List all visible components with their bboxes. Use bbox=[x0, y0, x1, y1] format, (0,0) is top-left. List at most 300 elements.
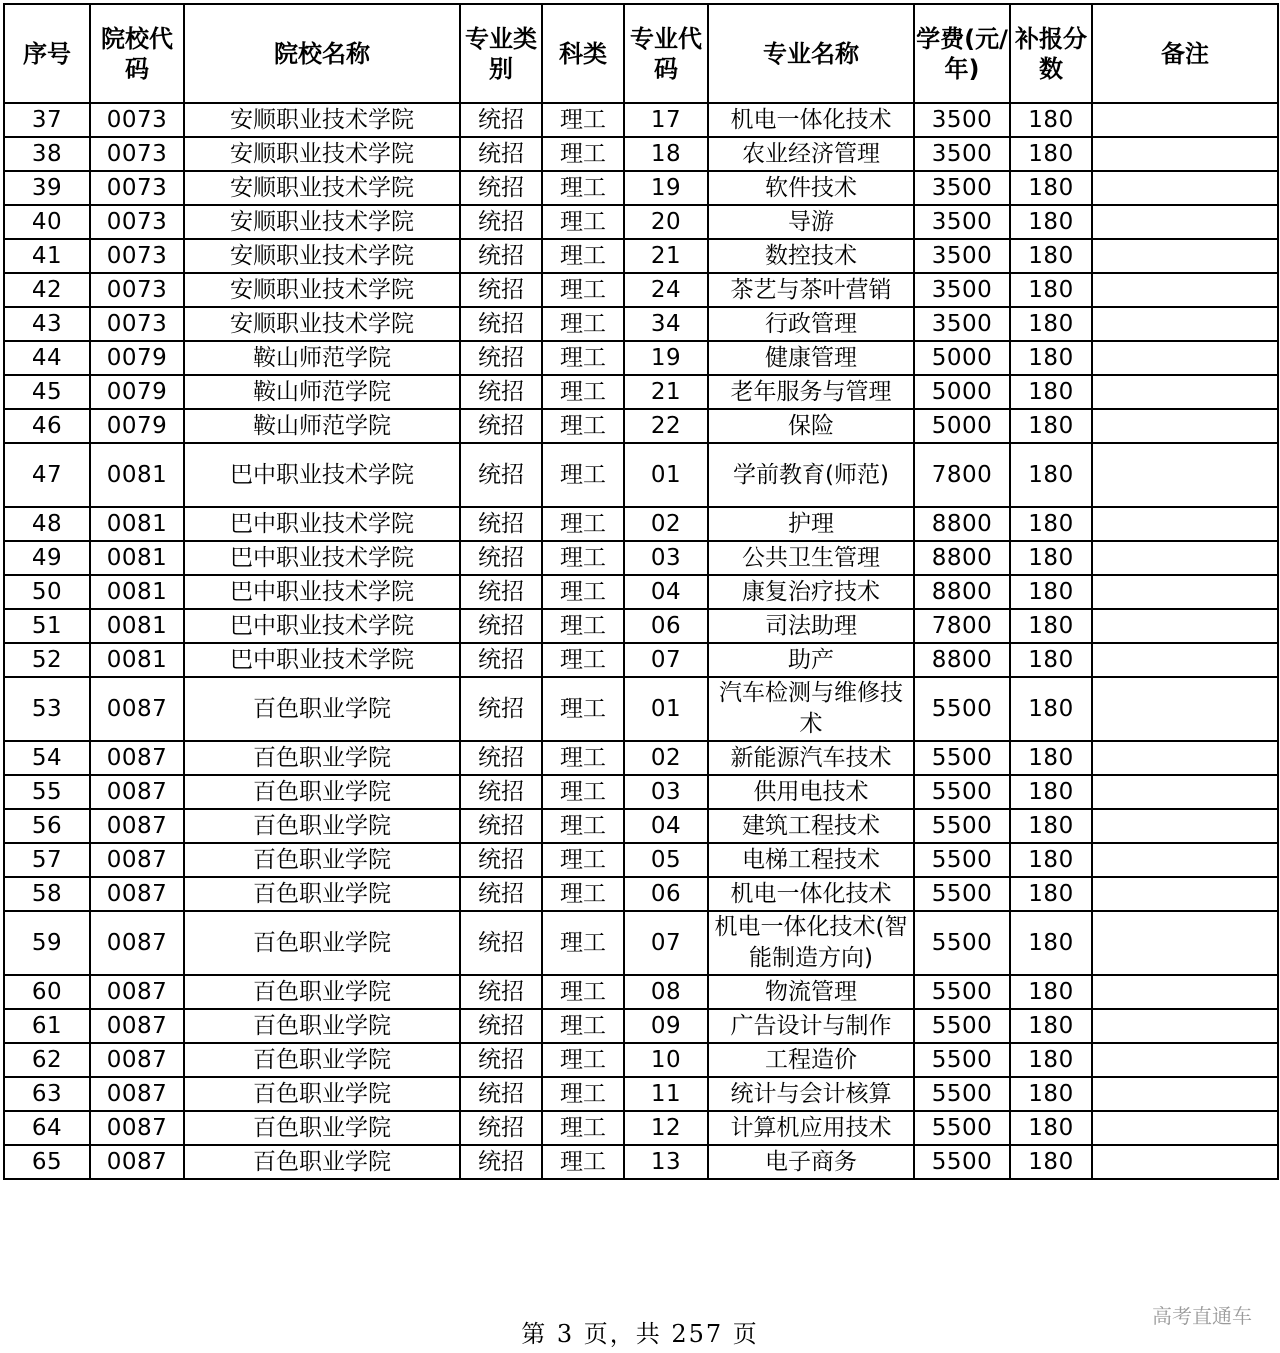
cell-subject: 理工 bbox=[542, 775, 624, 809]
cell-remark bbox=[1092, 307, 1278, 341]
cell-school-code: 0081 bbox=[90, 575, 184, 609]
cell-school-code: 0087 bbox=[90, 843, 184, 877]
cell-score: 180 bbox=[1010, 1043, 1092, 1077]
cell-remark bbox=[1092, 1145, 1278, 1179]
cell-major-type: 统招 bbox=[460, 103, 542, 137]
table-row bbox=[4, 103, 1278, 137]
cell-seq: 61 bbox=[4, 1009, 90, 1043]
cell-major-code: 02 bbox=[624, 741, 708, 775]
cell-score: 180 bbox=[1010, 1077, 1092, 1111]
cell-major-name: 学前教育(师范) bbox=[708, 443, 914, 507]
cell-remark bbox=[1092, 1111, 1278, 1145]
cell-school-code: 0087 bbox=[90, 677, 184, 741]
cell-remark bbox=[1092, 775, 1278, 809]
cell-school-name: 百色职业学院 bbox=[184, 741, 460, 775]
table-body bbox=[4, 103, 1278, 1179]
cell-tuition: 5500 bbox=[914, 775, 1010, 809]
cell-major-name: 新能源汽车技术 bbox=[708, 741, 914, 775]
cell-major-name: 软件技术 bbox=[708, 171, 914, 205]
table-row bbox=[4, 1009, 1278, 1043]
cell-major-type: 统招 bbox=[460, 409, 542, 443]
cell-major-code: 24 bbox=[624, 273, 708, 307]
cell-subject: 理工 bbox=[542, 375, 624, 409]
cell-school-name: 百色职业学院 bbox=[184, 1077, 460, 1111]
cell-major-type: 统招 bbox=[460, 1043, 542, 1077]
cell-major-code: 10 bbox=[624, 1043, 708, 1077]
table-row bbox=[4, 375, 1278, 409]
cell-seq: 49 bbox=[4, 541, 90, 575]
cell-remark bbox=[1092, 171, 1278, 205]
cell-remark bbox=[1092, 575, 1278, 609]
cell-major-name: 老年服务与管理 bbox=[708, 375, 914, 409]
cell-major-type: 统招 bbox=[460, 307, 542, 341]
cell-major-type: 统招 bbox=[460, 341, 542, 375]
cell-subject: 理工 bbox=[542, 103, 624, 137]
cell-remark bbox=[1092, 103, 1278, 137]
header-school-name: 院校名称 bbox=[184, 4, 460, 103]
cell-seq: 52 bbox=[4, 643, 90, 677]
page-number: 第 3 页，共 257 页 bbox=[521, 1320, 759, 1348]
cell-major-type: 统招 bbox=[460, 809, 542, 843]
table-row bbox=[4, 609, 1278, 643]
cell-seq: 63 bbox=[4, 1077, 90, 1111]
cell-school-code: 0087 bbox=[90, 1043, 184, 1077]
cell-major-name: 工程造价 bbox=[708, 1043, 914, 1077]
cell-remark bbox=[1092, 239, 1278, 273]
cell-major-name: 健康管理 bbox=[708, 341, 914, 375]
cell-major-code: 07 bbox=[624, 911, 708, 975]
cell-major-type: 统招 bbox=[460, 273, 542, 307]
cell-remark bbox=[1092, 375, 1278, 409]
cell-subject: 理工 bbox=[542, 171, 624, 205]
cell-major-name: 统计与会计核算 bbox=[708, 1077, 914, 1111]
cell-subject: 理工 bbox=[542, 609, 624, 643]
cell-subject: 理工 bbox=[542, 1043, 624, 1077]
cell-subject: 理工 bbox=[542, 307, 624, 341]
cell-school-name: 安顺职业技术学院 bbox=[184, 103, 460, 137]
cell-school-code: 0073 bbox=[90, 239, 184, 273]
cell-school-code: 0087 bbox=[90, 741, 184, 775]
table-row bbox=[4, 507, 1278, 541]
cell-score: 180 bbox=[1010, 171, 1092, 205]
cell-seq: 65 bbox=[4, 1145, 90, 1179]
cell-seq: 47 bbox=[4, 443, 90, 507]
cell-major-type: 统招 bbox=[460, 843, 542, 877]
cell-school-code: 0073 bbox=[90, 273, 184, 307]
cell-school-code: 0087 bbox=[90, 1111, 184, 1145]
cell-remark bbox=[1092, 541, 1278, 575]
table-row bbox=[4, 1145, 1278, 1179]
cell-subject: 理工 bbox=[542, 239, 624, 273]
cell-major-name: 数控技术 bbox=[708, 239, 914, 273]
cell-school-name: 巴中职业技术学院 bbox=[184, 541, 460, 575]
cell-tuition: 3500 bbox=[914, 137, 1010, 171]
cell-remark bbox=[1092, 443, 1278, 507]
table-row bbox=[4, 409, 1278, 443]
cell-major-code: 05 bbox=[624, 843, 708, 877]
cell-major-name: 导游 bbox=[708, 205, 914, 239]
table-row bbox=[4, 205, 1278, 239]
cell-remark bbox=[1092, 843, 1278, 877]
cell-school-name: 安顺职业技术学院 bbox=[184, 171, 460, 205]
cell-major-code: 22 bbox=[624, 409, 708, 443]
cell-major-code: 19 bbox=[624, 341, 708, 375]
cell-tuition: 5000 bbox=[914, 409, 1010, 443]
cell-major-type: 统招 bbox=[460, 205, 542, 239]
cell-major-name: 机电一体化技术(智能制造方向) bbox=[708, 911, 914, 975]
cell-major-type: 统招 bbox=[460, 137, 542, 171]
header-major-type: 专业类别 bbox=[460, 4, 542, 103]
cell-major-code: 01 bbox=[624, 677, 708, 741]
cell-major-name: 计算机应用技术 bbox=[708, 1111, 914, 1145]
cell-major-code: 03 bbox=[624, 541, 708, 575]
cell-remark bbox=[1092, 975, 1278, 1009]
cell-seq: 48 bbox=[4, 507, 90, 541]
cell-subject: 理工 bbox=[542, 877, 624, 911]
cell-seq: 42 bbox=[4, 273, 90, 307]
cell-remark bbox=[1092, 677, 1278, 741]
cell-score: 180 bbox=[1010, 1009, 1092, 1043]
cell-score: 180 bbox=[1010, 609, 1092, 643]
cell-seq: 53 bbox=[4, 677, 90, 741]
cell-school-name: 鞍山师范学院 bbox=[184, 375, 460, 409]
cell-major-code: 21 bbox=[624, 375, 708, 409]
cell-score: 180 bbox=[1010, 273, 1092, 307]
header-major-name: 专业名称 bbox=[708, 4, 914, 103]
cell-tuition: 8800 bbox=[914, 575, 1010, 609]
cell-tuition: 8800 bbox=[914, 507, 1010, 541]
cell-remark bbox=[1092, 1009, 1278, 1043]
cell-seq: 43 bbox=[4, 307, 90, 341]
cell-remark bbox=[1092, 911, 1278, 975]
table-row bbox=[4, 307, 1278, 341]
cell-tuition: 5500 bbox=[914, 1145, 1010, 1179]
cell-school-code: 0073 bbox=[90, 307, 184, 341]
cell-seq: 56 bbox=[4, 809, 90, 843]
cell-school-code: 0087 bbox=[90, 1145, 184, 1179]
cell-seq: 44 bbox=[4, 341, 90, 375]
cell-score: 180 bbox=[1010, 307, 1092, 341]
cell-seq: 62 bbox=[4, 1043, 90, 1077]
cell-remark bbox=[1092, 609, 1278, 643]
cell-major-code: 11 bbox=[624, 1077, 708, 1111]
cell-major-type: 统招 bbox=[460, 239, 542, 273]
cell-tuition: 5500 bbox=[914, 741, 1010, 775]
table-row bbox=[4, 171, 1278, 205]
cell-score: 180 bbox=[1010, 1111, 1092, 1145]
cell-seq: 64 bbox=[4, 1111, 90, 1145]
cell-score: 180 bbox=[1010, 975, 1092, 1009]
cell-score: 180 bbox=[1010, 507, 1092, 541]
cell-school-code: 0073 bbox=[90, 103, 184, 137]
cell-school-code: 0073 bbox=[90, 137, 184, 171]
table-row bbox=[4, 541, 1278, 575]
cell-seq: 60 bbox=[4, 975, 90, 1009]
cell-remark bbox=[1092, 273, 1278, 307]
cell-school-name: 鞍山师范学院 bbox=[184, 341, 460, 375]
cell-score: 180 bbox=[1010, 205, 1092, 239]
cell-score: 180 bbox=[1010, 741, 1092, 775]
cell-major-code: 06 bbox=[624, 877, 708, 911]
cell-tuition: 5500 bbox=[914, 877, 1010, 911]
cell-major-type: 统招 bbox=[460, 375, 542, 409]
cell-school-code: 0087 bbox=[90, 775, 184, 809]
cell-score: 180 bbox=[1010, 541, 1092, 575]
cell-major-code: 12 bbox=[624, 1111, 708, 1145]
cell-subject: 理工 bbox=[542, 541, 624, 575]
cell-score: 180 bbox=[1010, 375, 1092, 409]
cell-tuition: 5500 bbox=[914, 1043, 1010, 1077]
cell-major-name: 行政管理 bbox=[708, 307, 914, 341]
cell-score: 180 bbox=[1010, 877, 1092, 911]
cell-remark bbox=[1092, 205, 1278, 239]
cell-school-name: 百色职业学院 bbox=[184, 1043, 460, 1077]
cell-tuition: 5500 bbox=[914, 843, 1010, 877]
table-row bbox=[4, 809, 1278, 843]
cell-remark bbox=[1092, 643, 1278, 677]
cell-tuition: 5500 bbox=[914, 677, 1010, 741]
cell-school-name: 安顺职业技术学院 bbox=[184, 273, 460, 307]
cell-school-name: 百色职业学院 bbox=[184, 809, 460, 843]
cell-major-name: 机电一体化技术 bbox=[708, 103, 914, 137]
cell-school-code: 0087 bbox=[90, 911, 184, 975]
cell-score: 180 bbox=[1010, 103, 1092, 137]
cell-major-type: 统招 bbox=[460, 643, 542, 677]
cell-school-name: 巴中职业技术学院 bbox=[184, 507, 460, 541]
table-row bbox=[4, 575, 1278, 609]
cell-school-code: 0087 bbox=[90, 975, 184, 1009]
cell-score: 180 bbox=[1010, 1145, 1092, 1179]
cell-remark bbox=[1092, 877, 1278, 911]
cell-school-code: 0073 bbox=[90, 205, 184, 239]
watermark: 高考直通车 bbox=[1152, 1304, 1252, 1328]
cell-remark bbox=[1092, 1043, 1278, 1077]
cell-subject: 理工 bbox=[542, 205, 624, 239]
cell-tuition: 3500 bbox=[914, 273, 1010, 307]
cell-major-code: 21 bbox=[624, 239, 708, 273]
admission-table bbox=[3, 3, 1279, 1180]
cell-subject: 理工 bbox=[542, 507, 624, 541]
cell-tuition: 7800 bbox=[914, 609, 1010, 643]
cell-tuition: 8800 bbox=[914, 541, 1010, 575]
cell-seq: 45 bbox=[4, 375, 90, 409]
cell-seq: 37 bbox=[4, 103, 90, 137]
cell-major-name: 助产 bbox=[708, 643, 914, 677]
cell-major-name: 供用电技术 bbox=[708, 775, 914, 809]
cell-school-name: 巴中职业技术学院 bbox=[184, 643, 460, 677]
cell-school-name: 安顺职业技术学院 bbox=[184, 205, 460, 239]
table-row bbox=[4, 443, 1278, 507]
cell-school-name: 安顺职业技术学院 bbox=[184, 137, 460, 171]
cell-score: 180 bbox=[1010, 409, 1092, 443]
cell-major-name: 电梯工程技术 bbox=[708, 843, 914, 877]
cell-major-type: 统招 bbox=[460, 677, 542, 741]
cell-subject: 理工 bbox=[542, 575, 624, 609]
cell-score: 180 bbox=[1010, 443, 1092, 507]
cell-major-type: 统招 bbox=[460, 171, 542, 205]
cell-school-name: 百色职业学院 bbox=[184, 1145, 460, 1179]
cell-school-code: 0079 bbox=[90, 341, 184, 375]
cell-tuition: 5500 bbox=[914, 809, 1010, 843]
table-row bbox=[4, 1043, 1278, 1077]
cell-school-code: 0087 bbox=[90, 1077, 184, 1111]
cell-major-type: 统招 bbox=[460, 443, 542, 507]
header-seq: 序号 bbox=[4, 4, 90, 103]
cell-score: 180 bbox=[1010, 809, 1092, 843]
cell-subject: 理工 bbox=[542, 843, 624, 877]
table-row bbox=[4, 975, 1278, 1009]
cell-tuition: 3500 bbox=[914, 171, 1010, 205]
cell-tuition: 5000 bbox=[914, 341, 1010, 375]
table-row bbox=[4, 911, 1278, 975]
cell-tuition: 3500 bbox=[914, 239, 1010, 273]
cell-major-name: 农业经济管理 bbox=[708, 137, 914, 171]
cell-seq: 39 bbox=[4, 171, 90, 205]
cell-major-code: 34 bbox=[624, 307, 708, 341]
cell-subject: 理工 bbox=[542, 1145, 624, 1179]
cell-major-code: 08 bbox=[624, 975, 708, 1009]
cell-major-name: 建筑工程技术 bbox=[708, 809, 914, 843]
cell-school-code: 0087 bbox=[90, 1009, 184, 1043]
cell-school-name: 百色职业学院 bbox=[184, 911, 460, 975]
table-row bbox=[4, 741, 1278, 775]
cell-major-name: 护理 bbox=[708, 507, 914, 541]
cell-tuition: 3500 bbox=[914, 103, 1010, 137]
table-row bbox=[4, 643, 1278, 677]
table-row bbox=[4, 341, 1278, 375]
cell-subject: 理工 bbox=[542, 975, 624, 1009]
cell-major-type: 统招 bbox=[460, 1111, 542, 1145]
cell-school-name: 巴中职业技术学院 bbox=[184, 575, 460, 609]
cell-seq: 41 bbox=[4, 239, 90, 273]
cell-major-type: 统招 bbox=[460, 911, 542, 975]
cell-major-type: 统招 bbox=[460, 575, 542, 609]
cell-subject: 理工 bbox=[542, 1111, 624, 1145]
cell-school-code: 0087 bbox=[90, 877, 184, 911]
cell-remark bbox=[1092, 137, 1278, 171]
cell-major-type: 统招 bbox=[460, 1009, 542, 1043]
table-row bbox=[4, 775, 1278, 809]
cell-tuition: 3500 bbox=[914, 307, 1010, 341]
cell-seq: 57 bbox=[4, 843, 90, 877]
cell-major-type: 统招 bbox=[460, 609, 542, 643]
table-row bbox=[4, 877, 1278, 911]
header-score: 补报分数 bbox=[1010, 4, 1092, 103]
cell-major-name: 汽车检测与维修技术 bbox=[708, 677, 914, 741]
cell-score: 180 bbox=[1010, 341, 1092, 375]
cell-major-type: 统招 bbox=[460, 507, 542, 541]
cell-major-name: 茶艺与茶叶营销 bbox=[708, 273, 914, 307]
cell-subject: 理工 bbox=[542, 1077, 624, 1111]
cell-school-name: 百色职业学院 bbox=[184, 1009, 460, 1043]
cell-major-code: 03 bbox=[624, 775, 708, 809]
cell-major-code: 06 bbox=[624, 609, 708, 643]
cell-tuition: 5500 bbox=[914, 1111, 1010, 1145]
cell-tuition: 5500 bbox=[914, 1009, 1010, 1043]
cell-major-name: 康复治疗技术 bbox=[708, 575, 914, 609]
cell-major-name: 广告设计与制作 bbox=[708, 1009, 914, 1043]
cell-school-name: 巴中职业技术学院 bbox=[184, 443, 460, 507]
cell-score: 180 bbox=[1010, 137, 1092, 171]
cell-remark bbox=[1092, 341, 1278, 375]
cell-major-type: 统招 bbox=[460, 975, 542, 1009]
cell-major-code: 07 bbox=[624, 643, 708, 677]
cell-school-code: 0079 bbox=[90, 409, 184, 443]
cell-seq: 38 bbox=[4, 137, 90, 171]
table-row bbox=[4, 273, 1278, 307]
cell-seq: 46 bbox=[4, 409, 90, 443]
cell-major-type: 统招 bbox=[460, 541, 542, 575]
cell-major-code: 04 bbox=[624, 575, 708, 609]
cell-major-name: 物流管理 bbox=[708, 975, 914, 1009]
cell-seq: 51 bbox=[4, 609, 90, 643]
cell-tuition: 3500 bbox=[914, 205, 1010, 239]
cell-tuition: 5500 bbox=[914, 911, 1010, 975]
cell-school-name: 百色职业学院 bbox=[184, 843, 460, 877]
table-row bbox=[4, 1111, 1278, 1145]
cell-tuition: 5500 bbox=[914, 1077, 1010, 1111]
cell-tuition: 5500 bbox=[914, 975, 1010, 1009]
cell-school-code: 0079 bbox=[90, 375, 184, 409]
cell-score: 180 bbox=[1010, 239, 1092, 273]
cell-major-code: 13 bbox=[624, 1145, 708, 1179]
cell-subject: 理工 bbox=[542, 677, 624, 741]
cell-major-code: 04 bbox=[624, 809, 708, 843]
cell-seq: 50 bbox=[4, 575, 90, 609]
cell-seq: 59 bbox=[4, 911, 90, 975]
cell-remark bbox=[1092, 741, 1278, 775]
cell-score: 180 bbox=[1010, 575, 1092, 609]
table-row bbox=[4, 137, 1278, 171]
cell-subject: 理工 bbox=[542, 643, 624, 677]
cell-school-name: 安顺职业技术学院 bbox=[184, 239, 460, 273]
cell-major-code: 18 bbox=[624, 137, 708, 171]
cell-major-code: 02 bbox=[624, 507, 708, 541]
cell-major-code: 01 bbox=[624, 443, 708, 507]
cell-major-code: 19 bbox=[624, 171, 708, 205]
cell-school-code: 0081 bbox=[90, 443, 184, 507]
cell-major-code: 20 bbox=[624, 205, 708, 239]
cell-tuition: 7800 bbox=[914, 443, 1010, 507]
cell-seq: 55 bbox=[4, 775, 90, 809]
cell-major-type: 统招 bbox=[460, 1077, 542, 1111]
cell-remark bbox=[1092, 507, 1278, 541]
table-row bbox=[4, 1077, 1278, 1111]
header-major-code: 专业代码 bbox=[624, 4, 708, 103]
header-school-code: 院校代码 bbox=[90, 4, 184, 103]
cell-major-name: 电子商务 bbox=[708, 1145, 914, 1179]
header-subject: 科类 bbox=[542, 4, 624, 103]
cell-tuition: 8800 bbox=[914, 643, 1010, 677]
cell-major-name: 保险 bbox=[708, 409, 914, 443]
cell-subject: 理工 bbox=[542, 1009, 624, 1043]
cell-school-name: 百色职业学院 bbox=[184, 877, 460, 911]
cell-major-name: 机电一体化技术 bbox=[708, 877, 914, 911]
cell-subject: 理工 bbox=[542, 137, 624, 171]
cell-school-code: 0081 bbox=[90, 609, 184, 643]
cell-major-code: 09 bbox=[624, 1009, 708, 1043]
table-row bbox=[4, 239, 1278, 273]
cell-school-code: 0087 bbox=[90, 809, 184, 843]
cell-major-name: 公共卫生管理 bbox=[708, 541, 914, 575]
table-row bbox=[4, 677, 1278, 741]
cell-school-name: 百色职业学院 bbox=[184, 677, 460, 741]
cell-remark bbox=[1092, 809, 1278, 843]
header-remark: 备注 bbox=[1092, 4, 1278, 103]
cell-major-name: 司法助理 bbox=[708, 609, 914, 643]
cell-score: 180 bbox=[1010, 775, 1092, 809]
cell-subject: 理工 bbox=[542, 741, 624, 775]
